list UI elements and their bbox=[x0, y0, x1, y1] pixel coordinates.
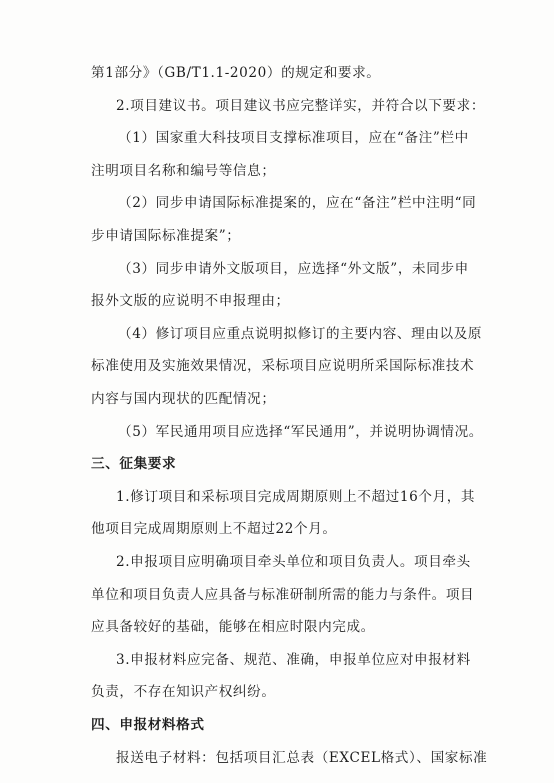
text-line: 3.申报材料应完备、规范、准确，申报单位应对申报材料 bbox=[116, 652, 471, 668]
section-heading: 三、征集要求 bbox=[91, 456, 177, 472]
text-line: 2.项目建议书。项目建议书应完整详实，并符合以下要求： bbox=[116, 98, 486, 114]
text-line: 应具备较好的基础，能够在相应时限内完成。 bbox=[91, 619, 375, 635]
text-line: 注明项目名称和编号等信息； bbox=[91, 163, 276, 179]
text-line: （5）军民通用项目应选择“军民通用”，并说明协调情况。 bbox=[118, 424, 483, 440]
text-line: 他项目完成周期原则上不超过22个月。 bbox=[91, 521, 337, 537]
text-line: （1）国家重大科技项目支撑标准项目，应在“备注”栏中 bbox=[118, 130, 469, 146]
text-line: 步申请国际标准提案”； bbox=[91, 228, 241, 244]
text-line: 第1部分》（GB/T1.1-2020）的规定和要求。 bbox=[91, 65, 381, 81]
text-line: 报外文版的应说明不申报理由； bbox=[91, 293, 290, 309]
text-line: （4）修订项目应重点说明拟修订的主要内容、理由以及原 bbox=[118, 326, 483, 342]
text-line: 1.修订项目和采标项目完成周期原则上不超过16个月，其 bbox=[116, 489, 476, 505]
section-heading: 四、申报材料格式 bbox=[91, 717, 205, 733]
text-line: 内容与国内现状的匹配情况； bbox=[91, 391, 276, 407]
text-line: 负责，不存在知识产权纠纷。 bbox=[91, 684, 276, 700]
text-line: 单位和项目负责人应具备与标准研制所需的能力与条件。项目 bbox=[91, 587, 475, 603]
text-line: 报送电子材料：包括项目汇总表（EXCEL格式）、国家标准 bbox=[116, 750, 488, 766]
text-line: 2.申报项目应明确项目牵头单位和项目负责人。项目牵头 bbox=[116, 554, 471, 570]
text-line: 标准使用及实施效果情况，采标项目应说明所采国际标准技术 bbox=[91, 358, 475, 374]
text-line: （3）同步申请外文版项目，应选择“外文版”，未同步申 bbox=[118, 261, 469, 277]
text-line: （2）同步申请国际标准提案的，应在“备注”栏中注明“同 bbox=[118, 195, 477, 211]
